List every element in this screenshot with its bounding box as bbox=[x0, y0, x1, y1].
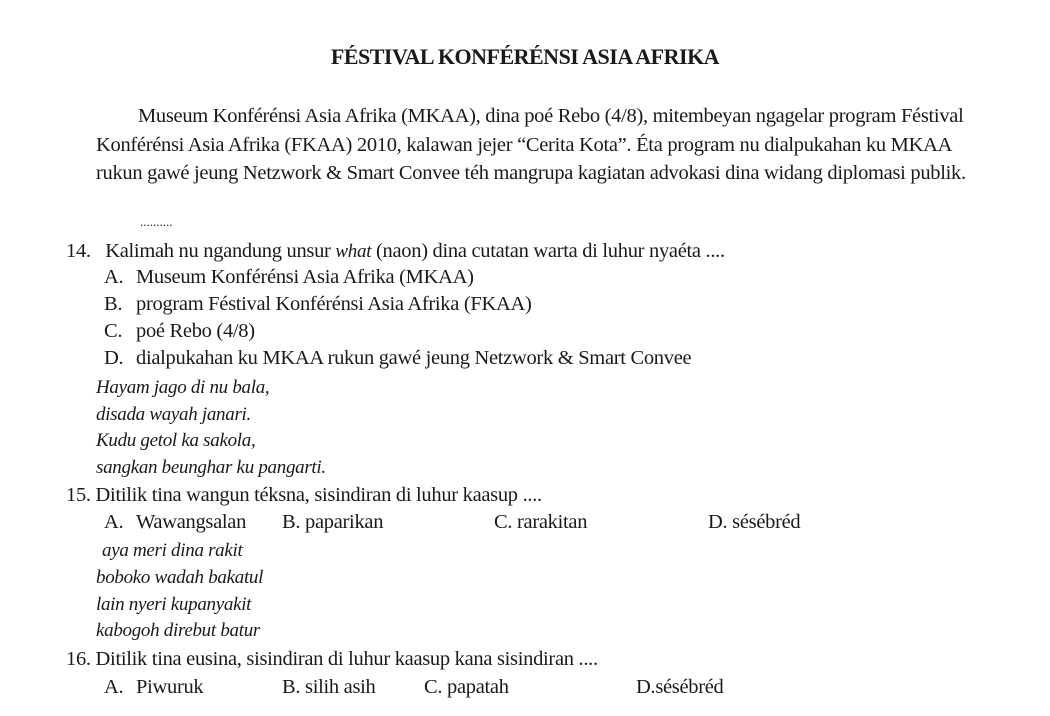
question-14-text-after: (naon) dina cutatan warta di luhur nyaéta .... bbox=[371, 240, 725, 262]
option-text: program Féstival Konférénsi Asia Afrika (FKAA) bbox=[136, 293, 532, 315]
poem-1-line-2: disada wayah janari. bbox=[96, 404, 251, 425]
question-16-option-c bbox=[424, 676, 509, 699]
article-paragraph: Museum Konférénsi Asia Afrika (MKAA), dina poé Rebo (4/8), mitembeyan ngagelar program Féstival Konférénsi Asia Afrika (FKAA) 2010, kalawan jejer “Cerita Kota”. Éta program nu dialpukahan ku MKAA rukun gawé jeung Netzwork & Smart Convee téh mangrupa kagiatan advokasi dina widang diplomasi publik. bbox=[96, 105, 966, 184]
question-14 bbox=[66, 240, 725, 263]
question-16: 16. Ditilik tina eusina, sisindiran di luhur kaasup kana sisindiran .... bbox=[66, 648, 598, 670]
option-key: A. bbox=[104, 511, 124, 533]
question-16-option-d bbox=[636, 676, 724, 699]
option-text: Piwuruk bbox=[136, 676, 204, 698]
option-key: B. bbox=[282, 511, 301, 533]
question-15-option-c bbox=[494, 511, 587, 534]
question-15: 15. Ditilik tina wangun téksna, sisindiran di luhur kaasup .... bbox=[66, 484, 542, 506]
article-ellipsis: .......... bbox=[140, 214, 173, 229]
question-14-option-a bbox=[104, 266, 474, 289]
option-key: C. bbox=[424, 676, 443, 698]
poem-2-line-1: aya meri dina rakit bbox=[102, 540, 243, 561]
option-text: rarakitan bbox=[517, 511, 588, 533]
option-text: D.sésébréd bbox=[636, 676, 724, 698]
option-key: C. bbox=[104, 320, 123, 342]
option-key: A. bbox=[104, 676, 124, 698]
poem-2-line-2: boboko wadah bakatul bbox=[96, 567, 264, 588]
option-text: Museum Konférénsi Asia Afrika (MKAA) bbox=[136, 266, 474, 288]
poem-1-line-3: Kudu getol ka sakola, bbox=[96, 430, 256, 451]
poem-1-line-1: Hayam jago di nu bala, bbox=[96, 377, 270, 398]
question-16-option-b bbox=[282, 676, 376, 699]
question-14-text-italic: what bbox=[335, 241, 372, 262]
option-key: C. bbox=[494, 511, 513, 533]
question-15-option-b bbox=[282, 511, 383, 534]
question-14-text-before: Kalimah nu ngandung unsur bbox=[105, 240, 336, 262]
option-text: Wawangsalan bbox=[136, 511, 247, 533]
option-text: paparikan bbox=[305, 511, 384, 533]
option-text: silih asih bbox=[305, 676, 376, 698]
question-16-option-a bbox=[104, 676, 203, 699]
option-key: D. bbox=[104, 347, 124, 369]
option-key: A. bbox=[104, 266, 124, 288]
question-15-option-d bbox=[708, 511, 800, 534]
option-text: poé Rebo (4/8) bbox=[136, 320, 255, 342]
option-text: papatah bbox=[447, 676, 509, 698]
question-14-option-c bbox=[104, 320, 255, 343]
poem-2-line-3: lain nyeri kupanyakit bbox=[96, 594, 252, 615]
question-14-option-d bbox=[104, 347, 691, 370]
option-text: dialpukahan ku MKAA rukun gawé jeung Netzwork & Smart Convee bbox=[136, 347, 692, 369]
option-key: B. bbox=[282, 676, 301, 698]
option-text: sésébréd bbox=[732, 511, 801, 533]
question-14-number: 14. bbox=[66, 240, 91, 262]
option-key: D. bbox=[708, 511, 728, 533]
poem-2-line-4: kabogoh direbut batur bbox=[96, 620, 260, 641]
question-15-option-a bbox=[104, 511, 246, 534]
option-key: B. bbox=[104, 293, 123, 315]
document-title: FÉSTIVAL KONFÉRÉNSI ASIA AFRIKA bbox=[330, 44, 720, 69]
question-14-option-b bbox=[104, 293, 532, 316]
poem-1-line-4: sangkan beunghar ku pangarti. bbox=[96, 457, 326, 478]
